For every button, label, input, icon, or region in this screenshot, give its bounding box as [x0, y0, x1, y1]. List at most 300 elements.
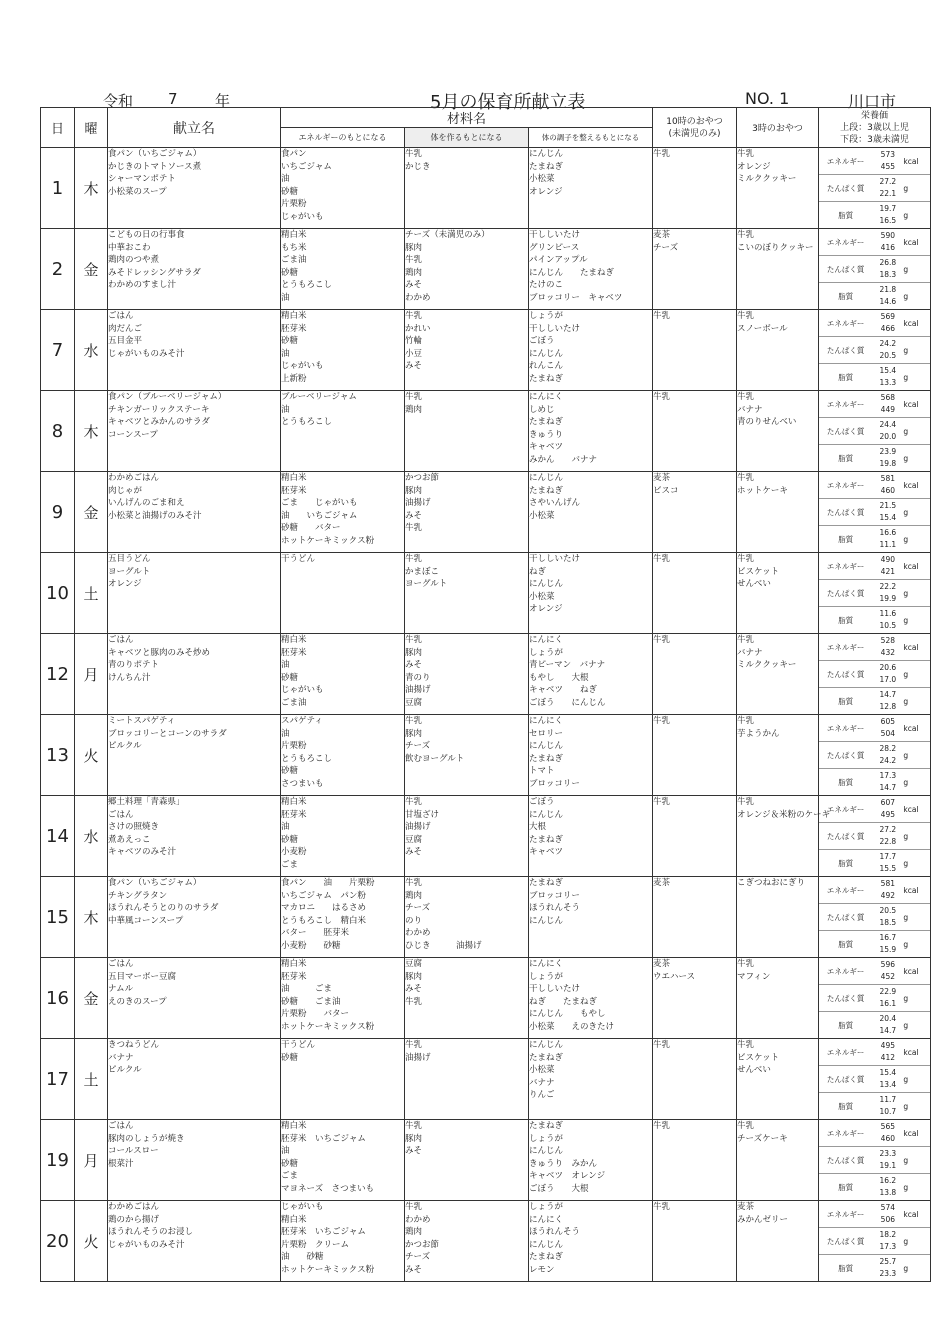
- body-cell-item: 牛乳: [405, 554, 423, 564]
- energy-cell-item: ホットケーキミックス粉: [281, 1264, 375, 1275]
- condition-cell-item: たまねぎ: [529, 1121, 564, 1131]
- condition-cell-item: しょうが: [529, 647, 564, 658]
- day-number: 19: [41, 1120, 75, 1201]
- value-upper: 11.6: [879, 609, 897, 618]
- value-upper: 11.7: [879, 1095, 897, 1104]
- menu-cell-item: 五目マーボー豆腐: [108, 971, 177, 982]
- value-lower: 449: [880, 405, 895, 414]
- energy-cell-item: 油: [281, 292, 290, 303]
- day-row: [41, 796, 931, 877]
- menu-cell-item: いんげんのごま和え: [108, 498, 185, 508]
- menu-cell: [108, 634, 281, 715]
- body-cell-item: わかめ: [405, 292, 431, 303]
- body-cell-item: 豆腐: [405, 834, 423, 845]
- condition-cell-item: ごぼう: [529, 797, 555, 807]
- value-upper: 26.8: [879, 258, 897, 267]
- energy-cell-item: 精白米: [281, 1121, 307, 1131]
- value-lower: 492: [880, 891, 895, 900]
- nutrition-table: [819, 634, 930, 714]
- era-label: 令和: [103, 92, 134, 110]
- nutrient-label: エネルギー: [819, 796, 872, 823]
- value-lower: 16.1: [879, 999, 897, 1008]
- condition-cell-item: パインアップル: [529, 255, 588, 265]
- snack3-cell-item: 青のりせんべい: [737, 417, 797, 427]
- value-upper: 22.9: [879, 987, 897, 996]
- nutrient-label: たんぱく質: [819, 661, 872, 688]
- menu-cell-item: わかめごはん: [108, 1202, 160, 1212]
- nutrient-label: エネルギー: [819, 1039, 872, 1066]
- nutrition-row: [819, 958, 930, 985]
- weekday: 金: [75, 958, 108, 1039]
- nutrient-unit: g: [903, 210, 909, 220]
- energy-cell: [281, 229, 405, 310]
- body-cell-item: 豚肉: [405, 647, 423, 658]
- body-cell: [405, 715, 529, 796]
- snack3-cell-item: 牛乳: [737, 959, 755, 969]
- snack3-cell-item: 牛乳: [737, 797, 755, 807]
- snack3-cell-item: 牛乳: [737, 1121, 755, 1131]
- energy-cell-item: ホットケーキミックス粉: [281, 535, 375, 546]
- energy-cell-item: 砂糖: [281, 834, 299, 845]
- value-upper: 590: [880, 231, 895, 240]
- value-upper: 581: [880, 879, 895, 888]
- condition-cell: [529, 1120, 653, 1201]
- condition-cell-item: 小松菜: [529, 174, 555, 184]
- body-cell-item: 豚肉: [405, 971, 423, 982]
- menu-cell-item: ピルクル: [108, 741, 142, 751]
- nutrient-unit: kcal: [903, 148, 930, 175]
- snack3-cell-item: 牛乳: [737, 716, 755, 726]
- value-lower: 20.0: [879, 432, 897, 441]
- weekday: 土: [75, 1039, 108, 1120]
- condition-cell-item: にんじん たまねぎ: [529, 267, 615, 278]
- menu-cell-item: ごはん: [108, 1121, 134, 1131]
- nutrient-label: 脂質: [838, 1020, 854, 1030]
- nutrient-label: エネルギー: [819, 229, 872, 256]
- menu-cell-item: 鶏のから揚げ: [108, 1214, 160, 1225]
- value-upper: 495: [880, 1041, 895, 1050]
- menu-cell-item: キャベツと豚肉のみそ炒め: [108, 647, 211, 658]
- day-row: [41, 553, 931, 634]
- value-lower: 17.0: [879, 675, 897, 684]
- energy-cell: [281, 1201, 405, 1282]
- menu-cell: [108, 1120, 281, 1201]
- snack10-cell-item: 麦茶: [653, 959, 671, 969]
- condition-cell-item: 大根: [529, 822, 547, 832]
- energy-cell-item: じゃがいも: [281, 361, 324, 371]
- nutrient-label: エネルギー: [819, 472, 872, 499]
- snack10-cell: [653, 391, 737, 472]
- day-number: 2: [41, 229, 75, 310]
- condition-cell-item: 干ししいたけ: [529, 984, 581, 994]
- nutrition-cell: [819, 1120, 931, 1201]
- energy-cell: [281, 391, 405, 472]
- value-upper: 27.2: [879, 177, 897, 186]
- nutrition-row: [819, 742, 930, 769]
- nutrition-table: [819, 310, 930, 390]
- nutrition-row: [819, 769, 930, 796]
- menu-cell-item: 食パン（ブルーベリージャム）: [108, 392, 227, 402]
- snack3-cell-item: マフィン: [737, 971, 771, 982]
- body-cell-item: 牛乳: [405, 797, 423, 807]
- nutrition-table: [819, 796, 930, 876]
- body-cell-item: 油揚げ: [405, 685, 431, 695]
- nutrient-unit: kcal: [903, 796, 930, 823]
- nutrition-row: [819, 310, 930, 337]
- energy-cell-item: マカロニ はるさめ: [281, 903, 367, 913]
- nutrition-row: [819, 148, 930, 175]
- body-cell-item: 牛乳: [405, 716, 423, 726]
- body-cell: [405, 310, 529, 391]
- value-lower: 19.8: [879, 459, 897, 468]
- menu-cell: [108, 715, 281, 796]
- nutrient-unit: g: [903, 661, 930, 688]
- snack3-cell: [737, 472, 819, 553]
- energy-cell: [281, 310, 405, 391]
- nutrition-row: [819, 499, 930, 526]
- snack10-note: (未満児のみ): [668, 128, 721, 139]
- energy-cell-item: 片栗粉 バター: [281, 1009, 350, 1019]
- condition-cell-item: オレンジ: [529, 604, 563, 614]
- nutrient-values: [872, 256, 903, 283]
- menu-cell-item: ごはん: [108, 635, 134, 645]
- condition-cell-item: 干ししいたけ: [529, 230, 581, 240]
- condition-cell-item: セロリー: [529, 728, 564, 739]
- energy-cell-item: 上新粉: [281, 373, 307, 384]
- col-nutrition: [819, 108, 931, 148]
- energy-cell-item: 胚芽米: [281, 971, 307, 982]
- energy-cell: [281, 796, 405, 877]
- condition-cell-item: りんご: [529, 1090, 555, 1100]
- day-row: [41, 229, 931, 310]
- snack3-cell-item: ホットケーキ: [737, 485, 788, 496]
- nutrient-label: エネルギー: [819, 958, 872, 985]
- weekday: 水: [75, 796, 108, 877]
- value-upper: 23.3: [879, 1149, 897, 1158]
- menu-cell-item: ごはん: [108, 311, 134, 321]
- value-lower: 504: [880, 729, 895, 738]
- snack3-cell-item: ミルククッキー: [737, 660, 797, 670]
- condition-cell-item: トマト: [529, 766, 555, 776]
- condition-cell-item: たまねぎ: [529, 834, 564, 845]
- condition-cell-item: にんにく: [529, 392, 564, 402]
- energy-cell-item: 胚芽米 いちごジャム: [281, 1227, 366, 1237]
- condition-cell-item: たまねぎ: [529, 1052, 564, 1063]
- condition-cell-item: たまねぎ: [529, 878, 564, 888]
- condition-cell-item: バナナ: [529, 1077, 555, 1088]
- snack3-cell-item: バナナ: [737, 404, 763, 415]
- nutrition-row: [819, 661, 930, 688]
- energy-cell: [281, 1039, 405, 1120]
- nutrient-unit: g: [903, 337, 930, 364]
- menu-cell: [108, 148, 281, 229]
- value-lower: 15.9: [879, 945, 897, 954]
- menu-cell-item: 豚肉のしょうが焼き: [108, 1133, 185, 1144]
- condition-cell-item: キャベツ オレンジ: [529, 1171, 606, 1181]
- weekday: 金: [75, 229, 108, 310]
- value-lower: 455: [880, 162, 895, 171]
- menu-cell-item: チキングラタン: [108, 890, 168, 901]
- body-cell-item: 竹輪: [405, 336, 423, 346]
- condition-cell: [529, 1201, 653, 1282]
- nutrient-values: [872, 445, 903, 472]
- condition-cell-item: しょうが: [529, 311, 564, 321]
- body-cell-item: 牛乳: [405, 523, 423, 533]
- menu-cell-item: キャベツのみそ汁: [108, 847, 177, 857]
- energy-cell-item: ごま油: [281, 697, 307, 708]
- nutrient-values: [872, 1039, 903, 1066]
- body-cell: [405, 229, 529, 310]
- nutrient-unit: g: [903, 742, 930, 769]
- condition-cell-item: 小松菜: [529, 510, 555, 521]
- nutrient-values: [872, 364, 903, 391]
- energy-cell-item: 砂糖: [281, 336, 299, 346]
- body-cell-item: 豆腐: [405, 697, 423, 708]
- menu-cell-item: 小松菜のスープ: [108, 186, 167, 197]
- menu-cell-item: えのきのスープ: [108, 996, 167, 1007]
- energy-cell-item: 油 いちごジャム: [281, 510, 358, 521]
- body-cell-item: のり: [405, 915, 423, 926]
- condition-cell-item: ほうれんそう: [529, 1227, 581, 1237]
- snack10-cell-item: 牛乳: [653, 1040, 671, 1050]
- condition-cell-item: 干ししいたけ: [529, 554, 581, 564]
- condition-cell-item: 青ピーマン バナナ: [529, 660, 606, 670]
- nutrient-unit: kcal: [903, 553, 930, 580]
- condition-cell-item: にんじん: [529, 915, 564, 926]
- condition-cell-item: 小松菜 えのきたけ: [529, 1021, 615, 1032]
- energy-cell-item: 精白米: [281, 635, 307, 645]
- condition-cell-item: ねぎ たまねぎ: [529, 996, 598, 1007]
- nutrient-label: 脂質: [838, 210, 854, 220]
- energy-cell-item: 油: [281, 404, 290, 415]
- nutrition-row: [819, 634, 930, 661]
- snack10-cell: [653, 634, 737, 715]
- condition-cell: [529, 1039, 653, 1120]
- value-upper: 24.4: [879, 420, 897, 429]
- value-lower: 22.1: [879, 189, 897, 198]
- value-lower: 452: [880, 972, 895, 981]
- nutrient-unit: g: [903, 823, 930, 850]
- col-condition: 体の調子を整えるもとになる: [529, 128, 653, 148]
- day-number: 10: [41, 553, 75, 634]
- energy-cell-item: とうもろこし 精白米: [281, 915, 367, 926]
- col-ingredients: 材料名: [281, 108, 653, 128]
- nutrient-values: [872, 850, 903, 877]
- snack10-cell-item: 牛乳: [653, 1202, 671, 1212]
- nutrition-row: [819, 877, 930, 904]
- nutrition-row: [819, 1174, 930, 1201]
- snack3-cell-item: こいのぼりクッキー: [737, 242, 814, 253]
- condition-cell-item: みかん バナナ: [529, 454, 598, 465]
- condition-cell-item: れんこん: [529, 361, 564, 371]
- nutrient-values: [872, 175, 903, 202]
- nutrition-row: [819, 256, 930, 283]
- nutrient-label: 脂質: [838, 858, 854, 868]
- energy-cell-item: 食パン 油 片栗粉: [281, 878, 375, 888]
- day-number: 9: [41, 472, 75, 553]
- nutrition-row: [819, 796, 930, 823]
- nutrient-unit: g: [903, 418, 930, 445]
- nutrition-row: [819, 1039, 930, 1066]
- nutrient-values: [872, 985, 903, 1012]
- energy-cell-item: 砂糖: [281, 1052, 299, 1063]
- value-upper: 596: [880, 960, 895, 969]
- menu-cell-item: 中華風コーンスープ: [108, 915, 184, 926]
- energy-cell-item: 砂糖 バター: [281, 523, 341, 533]
- snack3-cell: [737, 1039, 819, 1120]
- menu-cell-item: バナナ: [108, 1052, 134, 1063]
- nutrient-label: たんぱく質: [819, 1147, 872, 1174]
- nutrition-row: [819, 1255, 930, 1282]
- nutrient-values: [872, 634, 903, 661]
- energy-cell: [281, 148, 405, 229]
- nutrient-label: 脂質: [838, 291, 854, 301]
- energy-cell-item: とうもろこし: [281, 280, 333, 290]
- nutrient-unit: g: [903, 904, 930, 931]
- energy-cell-item: もち米: [281, 242, 307, 253]
- nutrient-label: エネルギー: [819, 715, 872, 742]
- value-upper: 20.5: [879, 906, 897, 915]
- value-lower: 432: [880, 648, 895, 657]
- nutrition-table: [819, 1201, 930, 1281]
- body-cell-item: 豆腐: [405, 959, 423, 969]
- value-upper: 19.7: [879, 204, 897, 213]
- nutrient-label: エネルギー: [819, 553, 872, 580]
- value-upper: 607: [880, 798, 895, 807]
- nutrition-row: [819, 472, 930, 499]
- nutrient-unit: g: [903, 256, 930, 283]
- nutrient-values: [872, 148, 903, 175]
- energy-cell-item: 油: [281, 822, 290, 832]
- nutrient-label: 脂質: [838, 939, 854, 949]
- snack3-cell: [737, 1120, 819, 1201]
- menu-cell-item: 根菜汁: [108, 1158, 134, 1169]
- menu-cell-item: ピルクル: [108, 1065, 142, 1075]
- nutrition-row: [819, 445, 930, 472]
- nutrient-label: たんぱく質: [819, 823, 872, 850]
- body-cell-item: 牛乳: [405, 311, 423, 321]
- day-number: 17: [41, 1039, 75, 1120]
- snack3-cell-item: オレンジ＆米粉のケーキ: [737, 809, 831, 820]
- snack10-cell: [653, 472, 737, 553]
- nutrient-unit: kcal: [903, 1039, 930, 1066]
- body-cell-item: かつお節: [405, 1239, 440, 1250]
- weekday: 月: [75, 634, 108, 715]
- nutrition-row: [819, 418, 930, 445]
- condition-cell: [529, 715, 653, 796]
- body-cell-item: 豚肉: [405, 242, 423, 253]
- energy-cell: [281, 958, 405, 1039]
- body-cell-item: 鶏肉: [405, 267, 423, 278]
- nutrient-label: たんぱく質: [819, 1066, 872, 1093]
- menu-cell: [108, 229, 281, 310]
- nutrition-cell: [819, 877, 931, 958]
- value-upper: 15.4: [879, 1068, 897, 1077]
- body-cell-item: 鶏肉: [405, 1227, 423, 1237]
- energy-cell-item: 精白米: [281, 230, 307, 240]
- nutrient-unit: g: [903, 453, 909, 463]
- nutrient-values: [872, 1174, 903, 1201]
- nutrient-unit: kcal: [903, 715, 930, 742]
- weekday: 水: [75, 310, 108, 391]
- nutrient-unit: kcal: [903, 877, 930, 904]
- nutrient-unit: kcal: [903, 391, 930, 418]
- value-upper: 20.6: [879, 663, 897, 672]
- snack10-label: 10時のおやつ: [666, 116, 723, 127]
- condition-cell-item: たまねぎ: [529, 161, 564, 172]
- value-upper: 18.2: [879, 1230, 897, 1239]
- day-row: [41, 715, 931, 796]
- energy-cell-item: 砂糖: [281, 672, 299, 683]
- body-cell-item: チーズ: [405, 1252, 431, 1262]
- nutrition-table: [819, 391, 930, 471]
- nutrient-values: [872, 823, 903, 850]
- value-upper: 16.7: [879, 933, 897, 942]
- nutrient-label: たんぱく質: [819, 337, 872, 364]
- nutrition-row: [819, 202, 930, 229]
- nutrition-cell: [819, 553, 931, 634]
- snack3-cell: [737, 796, 831, 877]
- nutrition-cell: [819, 958, 931, 1039]
- nutrient-label: たんぱく質: [819, 256, 872, 283]
- nutrient-unit: g: [903, 1066, 930, 1093]
- menu-cell-item: 中華おこわ: [108, 242, 151, 253]
- body-cell-item: 牛乳: [405, 1040, 423, 1050]
- menu-table: [40, 107, 931, 1282]
- menu-cell-item: ほうれんそうとのりのサラダ: [108, 903, 219, 913]
- value-upper: 22.2: [879, 582, 897, 591]
- menu-cell-item: じゃがいものみそ汁: [108, 348, 185, 359]
- nutrition-row: [819, 985, 930, 1012]
- energy-cell-item: 胚芽米: [281, 485, 307, 496]
- nutrient-values: [872, 283, 903, 310]
- nutrient-unit: g: [903, 1101, 909, 1111]
- energy-cell-item: 精白米: [281, 797, 307, 807]
- nutrient-values: [872, 796, 903, 823]
- condition-cell-item: グリンピース: [529, 242, 580, 253]
- day-number: 7: [41, 310, 75, 391]
- energy-cell-item: ごま じゃがいも: [281, 498, 358, 508]
- menu-cell-item: かじきのトマトソース煮: [108, 161, 202, 172]
- body-cell-item: 鶏肉: [405, 890, 423, 901]
- day-number: 8: [41, 391, 75, 472]
- nutrition-table: [819, 1039, 930, 1119]
- snack3-cell: [737, 553, 819, 634]
- menu-cell-item: ヨーグルト: [108, 566, 151, 577]
- nutrient-label: 脂質: [838, 1182, 854, 1192]
- menu-cell-item: オレンジ: [108, 579, 142, 589]
- nutrient-unit: g: [903, 615, 909, 625]
- snack3-cell: [737, 310, 819, 391]
- body-cell: [405, 148, 529, 229]
- nutrient-label: エネルギー: [819, 634, 872, 661]
- menu-cell-item: ナムル: [108, 984, 134, 994]
- col-day: 日: [41, 108, 75, 148]
- value-lower: 15.5: [879, 864, 897, 873]
- body-cell-item: 甘塩ざけ: [405, 809, 440, 820]
- body-cell-item: みそ: [405, 510, 423, 521]
- value-lower: 506: [880, 1215, 895, 1224]
- nutrition-lower: 下段：3歳未満児: [840, 134, 909, 145]
- day-number: 13: [41, 715, 75, 796]
- body-cell-item: 油揚げ: [405, 498, 431, 508]
- menu-cell: [108, 958, 281, 1039]
- nutrient-label: 脂質: [838, 372, 854, 382]
- nutrition-row: [819, 1066, 930, 1093]
- value-lower: 421: [880, 567, 895, 576]
- value-lower: 10.7: [879, 1107, 897, 1116]
- snack3-cell-item: せんべい: [737, 1065, 771, 1075]
